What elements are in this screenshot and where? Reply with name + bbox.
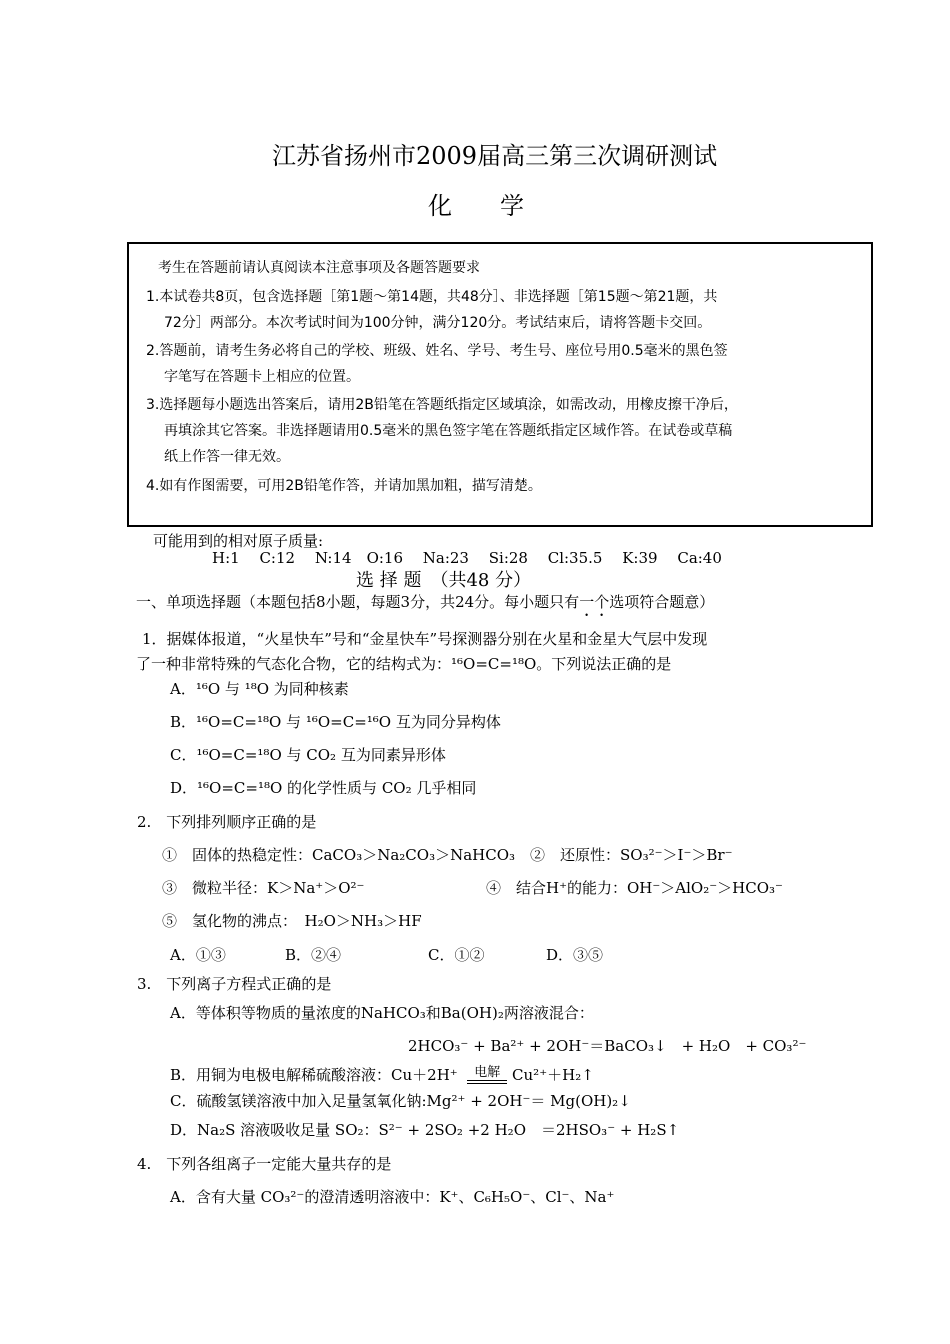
q3-option-b: B．用铜为电极电解稀硫酸溶液：Cu＋2H⁺ 电解 Cu²⁺＋H₂↑ <box>170 1065 594 1084</box>
q4-option-a: A．含有大量 CO₃²⁻的澄清透明溶液中：K⁺、C₆H₅O⁻、Cl⁻、Na⁺ <box>170 1188 615 1206</box>
section-title: 选 择 题 （共48 分） <box>356 570 532 591</box>
notice-item-3b: 再填涂其它答案。非选择题请用0.5毫米的黑色签字笔在答题纸指定区域作答。在试卷或草稿 <box>164 423 733 439</box>
q2-statement-3: ③ 微粒半径：K＞Na⁺＞O²⁻ <box>162 879 365 897</box>
q1-option-a: A．¹⁶O 与 ¹⁸O 为同种核素 <box>170 680 349 698</box>
q3-option-a-equation: 2HCO₃⁻ + Ba²⁺ + 2OH⁻＝BaCO₃↓ + H₂O + CO₃²⁻ <box>408 1037 807 1055</box>
q1-stem-2: 了一种非常特殊的气态化合物，它的结构式为：¹⁶O=C=¹⁸O。下列说法正确的是 <box>136 655 672 673</box>
part1-instructions: 一、单项选择题（本题包括8小题，每题3分，共24分。每小题只有一个选项符合题意） <box>136 593 715 611</box>
q2-option-a: A．①③ <box>170 946 226 964</box>
q1-option-b: B．¹⁶O=C=¹⁸O 与 ¹⁶O=C=¹⁶O 互为同分异构体 <box>170 713 501 731</box>
q2-stem: 2. 下列排列顺序正确的是 <box>137 813 317 831</box>
q2-statement-1-2: ① 固体的热稳定性：CaCO₃＞Na₂CO₃＞NaHCO₃ ② 还原性：SO₃²⁻＞I⁻＞Br⁻ <box>162 846 733 864</box>
q2-option-b: B．②④ <box>285 946 342 964</box>
notice-heading: 考生在答题前请认真阅读本注意事项及各题答题要求 <box>158 260 480 276</box>
q2-option-d: D．③⑤ <box>546 946 604 964</box>
notice-item-1a: 1.本试卷共8页，包含选择题［第1题～第14题，共48分］、非选择题［第15题～第21题，共 <box>146 289 718 305</box>
q2-statement-5: ⑤ 氢化物的沸点： H₂O＞NH₃＞HF <box>162 912 422 930</box>
electrolysis-condition: 电解 <box>467 1066 507 1084</box>
emphasis-dots: 一个 <box>579 593 610 611</box>
notice-item-3a: 3.选择题每小题选出答案后，请用2B铅笔在答题纸指定区域填涂，如需改动，用橡皮擦干净后， <box>146 397 738 413</box>
q1-option-d: D．¹⁶O=C=¹⁸O 的化学性质与 CO₂ 几乎相同 <box>170 779 477 797</box>
atomic-mass-values: H:1 C:12 N:14 O:16 Na:23 Si:28 Cl:35.5 K:39 Ca:40 <box>212 549 722 567</box>
q2-option-c: C．①② <box>428 946 485 964</box>
notice-item-2b: 字笔写在答题卡上相应的位置。 <box>164 369 360 385</box>
notice-item-3c: 纸上作答一律无效。 <box>164 449 290 465</box>
q3-stem: 3. 下列离子方程式正确的是 <box>137 975 332 993</box>
notice-item-1b: 72分］两部分。本次考试时间为100分钟，满分120分。考试结束后，请将答题卡交回。 <box>164 315 712 331</box>
atomic-mass-label: 可能用到的相对原子质量: <box>153 532 324 550</box>
subject-title: 化 学 <box>428 192 524 220</box>
q3-option-a: A．等体积等物质的量浓度的NaHCO₃和Ba(OH)₂两溶液混合： <box>170 1004 594 1022</box>
q1-stem-1: 1．据媒体报道，“火星快车”号和“金星快车”号探测器分别在火星和金星大气层中发现 <box>142 630 708 648</box>
q4-stem: 4. 下列各组离子一定能大量共存的是 <box>137 1155 392 1173</box>
q1-option-c: C．¹⁶O=C=¹⁸O 与 CO₂ 互为同素异形体 <box>170 746 446 764</box>
notice-item-4: 4.如有作图需要，可用2B铅笔作答，并请加黑加粗，描写清楚。 <box>146 478 542 494</box>
q3-option-c: C．硫酸氢镁溶液中加入足量氢氧化钠:Mg²⁺ + 2OH⁻＝ Mg(OH)₂↓ <box>170 1092 631 1110</box>
notice-item-2a: 2.答题前，请考生务必将自己的学校、班级、姓名、学号、考生号、座位号用0.5毫米的黑色签 <box>146 343 728 359</box>
q3-option-d: D．Na₂S 溶液吸收足量 SO₂：S²⁻ + 2SO₂ +2 H₂O ＝2HSO₃⁻ + H₂S↑ <box>170 1121 680 1139</box>
page-title: 江苏省扬州市2009届高三第三次调研测试 <box>272 142 718 170</box>
q2-statement-4: ④ 结合H⁺的能力：OH⁻＞AlO₂⁻＞HCO₃⁻ <box>486 879 783 897</box>
